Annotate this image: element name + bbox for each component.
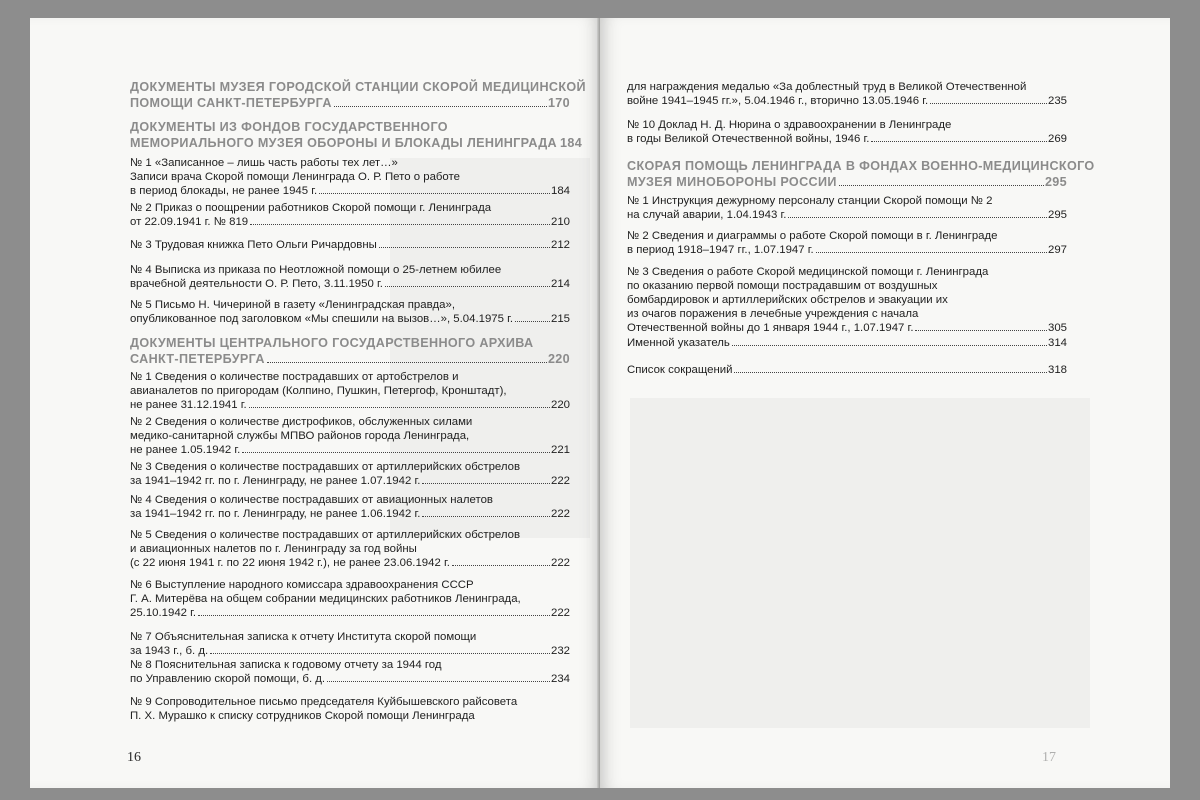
toc-title-text: за 1943 г., б. д. [130, 645, 209, 657]
toc-title-text: врачебной деятельности О. Р. Пето, 3.11.1950 г. [130, 278, 383, 290]
page-number: 295 [1047, 209, 1067, 221]
toc-last-line [627, 321, 1067, 335]
page-number: 210 [550, 216, 570, 228]
left-page [30, 18, 600, 788]
toc-title-text: не ранее 1.05.1942 г. [130, 444, 241, 456]
toc-line: № 4 Выписка из приказа по Неотложной помощи о 25-летнем юбилее [130, 264, 502, 276]
toc-title-text: САНКТ-ПЕТЕРБУРГА [130, 351, 265, 366]
page-number: 297 [1047, 244, 1067, 256]
toc-title-text: Список сокращений [627, 364, 733, 376]
dot-leader [871, 141, 1047, 142]
right-folio: 17 [1042, 750, 1056, 765]
dot-leader [734, 372, 1047, 373]
page-number: 305 [1047, 322, 1067, 334]
toc-line: по оказанию первой помощи пострадавшим от воздушных [627, 280, 938, 292]
page-number: 220 [547, 351, 570, 366]
toc-entry [627, 194, 1067, 222]
dot-leader [732, 345, 1047, 346]
page-number: 170 [547, 95, 570, 110]
page-number: 222 [550, 607, 570, 619]
toc-last-line [627, 94, 1067, 108]
toc-last-line [130, 398, 570, 412]
left-folio: 16 [127, 750, 141, 765]
toc-line: СКОРАЯ ПОМОЩЬ ЛЕНИНГРАДА В ФОНДАХ ВОЕННО-МЕДИЦИНСКОГО [627, 159, 1095, 173]
page-number: 314 [1047, 337, 1067, 349]
toc-line: № 8 Пояснительная записка к годовому отчету за 1944 год [130, 659, 442, 671]
toc-title-text: за 1941–1942 гг. по г. Ленинграду, не ранее 1.07.1942 г. [130, 475, 421, 487]
dot-leader [249, 407, 550, 408]
dot-leader [379, 247, 550, 248]
toc-last-line [130, 507, 570, 521]
toc-entry [627, 265, 1067, 335]
page-number: 184 [550, 185, 570, 197]
dot-leader [250, 224, 550, 225]
toc-line: для награждения медалью «За доблестный труд в Великой Отечественной [627, 81, 1027, 93]
toc-line: ДОКУМЕНТЫ МУЗЕЯ ГОРОДСКОЙ СТАНЦИИ СКОРОЙ МЕДИЦИНСКОЙ [130, 80, 586, 94]
toc-line: № 10 Доклад Н. Д. Нюрина о здравоохранении в Ленинграде [627, 119, 952, 131]
page-number: 220 [550, 399, 570, 411]
toc-last-line [130, 96, 570, 112]
page-number: 221 [550, 444, 570, 456]
toc-line: бомбардировок и артиллерийских обстрелов и эвакуации их [627, 294, 948, 306]
toc-title-text: (с 22 июня 1941 г. по 22 июня 1942 г.), не ранее 23.06.1942 г. [130, 557, 450, 569]
dot-leader [385, 286, 550, 287]
toc-line: № 1 Сведения о количестве пострадавших от артобстрелов и [130, 371, 459, 383]
toc-entry [130, 695, 570, 723]
toc-line: и авиационных налетов по г. Ленинграду за год войны [130, 543, 417, 555]
toc-title-text: в период блокады, не ранее 1945 г. [130, 185, 318, 197]
toc-title-text: № 3 Трудовая книжка Пето Ольги Ричардовны [130, 239, 377, 251]
toc-last-line [627, 243, 1067, 257]
toc-last-line [130, 215, 570, 229]
toc-entry [130, 238, 570, 252]
toc-line: № 5 Сведения о количестве пострадавших от артиллерийских обстрелов [130, 529, 521, 541]
toc-last-line [627, 175, 1067, 191]
toc-line: № 9 Сопроводительное письмо председателя Куйбышевского райсовета [130, 696, 518, 708]
toc-title-text: на случай аварии, 1.04.1943 г. [627, 209, 787, 221]
toc-entry [130, 528, 570, 570]
dot-leader [788, 217, 1047, 218]
toc-title-text: МЕМОРИАЛЬНОГО МУЗЕЯ ОБОРОНЫ И БЛОКАДЫ ЛЕНИНГРАДА [130, 135, 557, 150]
toc-entry [130, 460, 570, 488]
toc-entry [627, 336, 1067, 350]
toc-last-line [627, 336, 1067, 350]
page-number: 269 [1047, 133, 1067, 145]
toc-title-text: Отечественной войны до 1 января 1944 г., 1.07.1947 г. [627, 322, 914, 334]
toc-last-line [627, 132, 1067, 146]
toc-entry [130, 201, 570, 229]
dot-leader [334, 106, 547, 107]
toc-last-line [130, 672, 570, 686]
toc-heading [130, 120, 583, 151]
toc-heading [627, 159, 1095, 190]
toc-line: № 2 Сведения и диаграммы о работе Скорой помощи в г. Ленинграде [627, 230, 998, 242]
toc-last-line [130, 556, 570, 570]
dot-leader [816, 252, 1047, 253]
toc-line: ДОКУМЕНТЫ ИЗ ФОНДОВ ГОСУДАРСТВЕННОГО [130, 120, 448, 134]
toc-line: ДОКУМЕНТЫ ЦЕНТРАЛЬНОГО ГОСУДАРСТВЕННОГО АРХИВА [130, 336, 534, 350]
toc-line: № 1 «Записанное – лишь часть работы тех лет…» [130, 157, 398, 169]
toc-title-text: не ранее 31.12.1941 г. [130, 399, 247, 411]
right-page [600, 18, 1170, 788]
dot-leader [319, 193, 550, 194]
toc-heading [130, 336, 570, 367]
toc-entry [130, 578, 570, 620]
dot-leader [267, 362, 547, 363]
toc-line: Г. А. Митерёва на общем собрании медицинских работников Ленинграда, [130, 593, 521, 605]
toc-title-text: от 22.09.1941 г. № 819 [130, 216, 249, 228]
toc-line: № 7 Объяснительная записка к отчету Института скорой помощи [130, 631, 477, 643]
page-number: 235 [1047, 95, 1067, 107]
page-number: 318 [1047, 364, 1067, 376]
page-number: 212 [550, 239, 570, 251]
toc-line: № 6 Выступление народного комиссара здравоохранения СССР [130, 579, 474, 591]
page-number: 234 [550, 673, 570, 685]
toc-title-text: за 1941–1942 гг. по г. Ленинграду, не ранее 1.06.1942 г. [130, 508, 421, 520]
toc-line: Записи врача Скорой помощи Ленинграда О. Р. Пето о работе [130, 171, 460, 183]
dot-leader [515, 321, 550, 322]
toc-entry [627, 363, 1067, 377]
toc-entry [627, 229, 1067, 257]
toc-entry [130, 298, 570, 326]
dot-leader [210, 653, 550, 654]
toc-line: № 1 Инструкция дежурному персоналу станции Скорой помощи № 2 [627, 195, 993, 207]
toc-title-text: Именной указатель [627, 337, 730, 349]
toc-last-line [130, 312, 570, 326]
page-number: 214 [550, 278, 570, 290]
toc-line: авианалетов по пригородам (Колпино, Пушкин, Петергоф, Кронштадт), [130, 385, 507, 397]
toc-last-line [130, 352, 570, 368]
toc-title-text: в годы Великой Отечественной войны, 1946 г. [627, 133, 870, 145]
toc-title-text: МУЗЕЯ МИНОБОРОНЫ РОССИИ [627, 174, 837, 189]
toc-line: из очагов поражения в лечебные учреждения с начала [627, 308, 919, 320]
toc-title-text: ПОМОЩИ САНКТ-ПЕТЕРБУРГА [130, 95, 332, 110]
page-number: 232 [550, 645, 570, 657]
toc-entry [627, 118, 1067, 146]
toc-entry [130, 415, 570, 457]
toc-last-line [130, 184, 570, 198]
toc-last-line [130, 644, 570, 658]
toc-line: П. Х. Мурашко к списку сотрудников Скорой помощи Ленинграда [130, 710, 475, 722]
toc-title-text: войне 1941–1945 гг.», 5.04.1946 г., вторично 13.05.1946 г. [627, 95, 929, 107]
toc-last-line [130, 238, 570, 252]
toc-line: № 2 Приказ о поощрении работников Скорой помощи г. Ленинграда [130, 202, 492, 214]
dot-leader [930, 103, 1047, 104]
dot-leader [839, 185, 1044, 186]
dot-leader [327, 681, 550, 682]
toc-entry [130, 156, 570, 198]
toc-title-text: по Управлению скорой помощи, б. д. [130, 673, 326, 685]
toc-last-line [130, 474, 570, 488]
dot-leader [242, 452, 550, 453]
page-number: 215 [550, 313, 570, 325]
dot-leader [452, 565, 550, 566]
toc-line: медико-санитарной службы МПВО районов города Ленинграда, [130, 430, 470, 442]
toc-line: № 3 Сведения о количестве пострадавших от артиллерийских обстрелов [130, 461, 521, 473]
page-number: 295 [1044, 174, 1067, 189]
toc-entry [130, 658, 570, 686]
dot-leader [198, 615, 550, 616]
toc-line: № 3 Сведения о работе Скорой медицинской помощи г. Ленинграда [627, 266, 989, 278]
toc-heading [130, 80, 586, 111]
toc-last-line [627, 363, 1067, 377]
toc-last-line [130, 277, 570, 291]
toc-title-text: опубликованное под заголовком «Мы спешили на вызов…», 5.04.1975 г. [130, 313, 514, 325]
toc-line: № 5 Письмо Н. Чичериной в газету «Ленинградская правда», [130, 299, 456, 311]
page-number: 222 [550, 508, 570, 520]
dot-leader [915, 330, 1047, 331]
toc-line: № 2 Сведения о количестве дистрофиков, обслуженных силами [130, 416, 473, 428]
toc-entry [130, 630, 570, 658]
toc-last-line [627, 208, 1067, 222]
page-number: 222 [550, 475, 570, 487]
page-number: 222 [550, 557, 570, 569]
toc-last-line [130, 606, 570, 620]
toc-entry [130, 370, 570, 412]
toc-last-line [130, 443, 570, 457]
toc-entry [130, 493, 570, 521]
toc-line: № 4 Сведения о количестве пострадавших от авиационных налетов [130, 494, 493, 506]
page-number: 184 [560, 135, 583, 150]
toc-entry [627, 80, 1067, 108]
dot-leader [422, 516, 550, 517]
toc-last-line [130, 135, 583, 152]
toc-entry [130, 263, 570, 291]
toc-title-text: 25.10.1942 г. [130, 607, 197, 619]
dot-leader [422, 483, 550, 484]
toc-title-text: в период 1918–1947 гг., 1.07.1947 г. [627, 244, 814, 256]
